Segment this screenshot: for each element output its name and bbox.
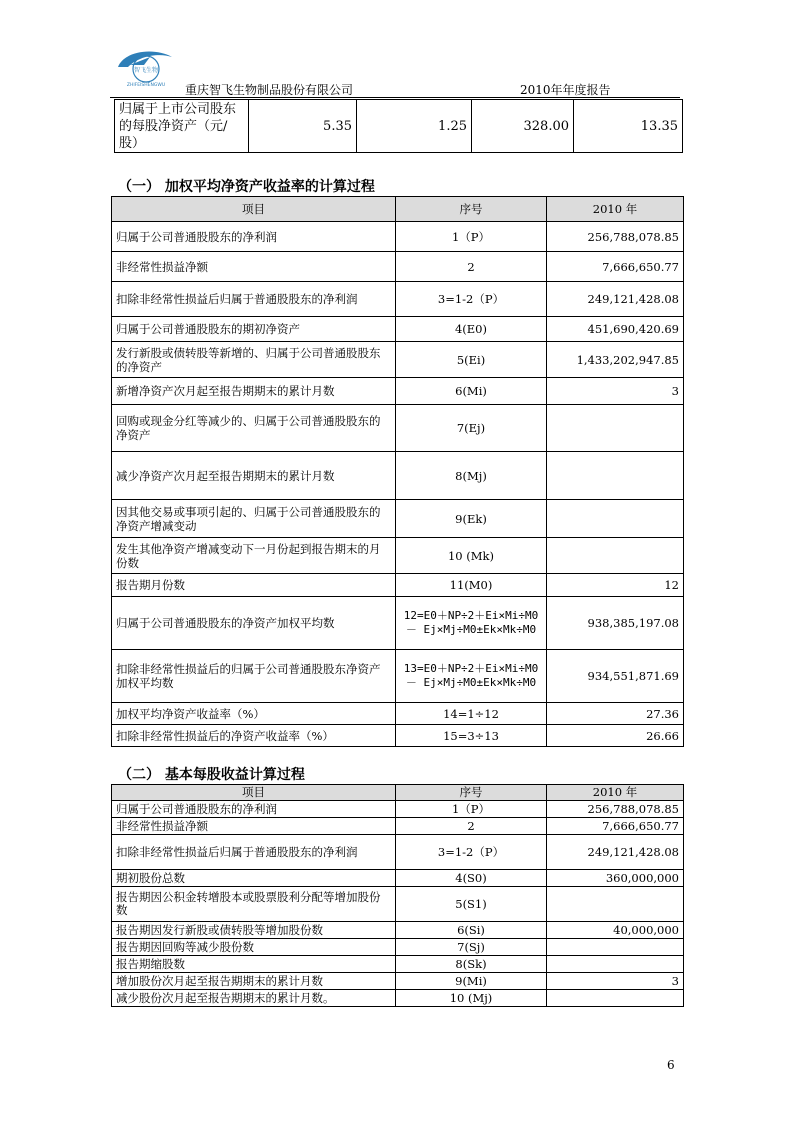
- row-item: 加权平均净资产收益率（%）: [112, 703, 396, 725]
- table-row: [112, 282, 684, 317]
- column-header: 2010 年: [547, 785, 684, 801]
- row-value: 249,121,428.08: [547, 282, 684, 317]
- row-item: 因其他交易或事项引起的、归属于公司普通股股东的净资产增减变动: [112, 500, 396, 538]
- column-header: 项目: [112, 785, 396, 801]
- row-item: 回购或现金分红等减少的、归属于公司普通股股东的净资产: [112, 405, 396, 452]
- roe-calculation-table: [111, 196, 684, 747]
- page-number: 6: [667, 1058, 675, 1072]
- company-logo: [110, 45, 182, 89]
- row-value: [547, 939, 684, 956]
- table-row: [112, 538, 684, 574]
- row-seq: 6(Mi): [396, 378, 547, 405]
- row-item: 发行新股或债转股等新增的、归属于公司普通股股东的净资产: [112, 342, 396, 378]
- row-seq: 10 (Mk): [396, 538, 547, 574]
- table-row: [112, 342, 684, 378]
- table-row: [112, 222, 684, 252]
- row-item: 归属于公司普通股股东的净利润: [112, 222, 396, 252]
- row-seq: 13=E0＋NP÷2＋Ei×Mi÷M0－ Ej×Mj÷M0±Ek×Mk÷M0: [396, 650, 547, 703]
- table-row: [112, 939, 684, 956]
- table-row: [112, 452, 684, 500]
- table-row: [112, 378, 684, 405]
- row-seq: 4(S0): [396, 870, 547, 887]
- row-seq: 12=E0＋NP÷2＋Ei×Mi÷M0－ Ej×Mj÷M0±Ek×Mk÷M0: [396, 597, 547, 650]
- row-label: 归属于上市公司股东的每股净资产（元/股）: [115, 100, 249, 153]
- table-row: [112, 973, 684, 990]
- table-row: [112, 887, 684, 922]
- section-title-eps: （二） 基本每股收益计算过程: [118, 767, 305, 783]
- table-row: [112, 597, 684, 650]
- row-seq: 5(S1): [396, 887, 547, 922]
- table-cell: 5.35: [249, 100, 357, 153]
- row-value: [547, 990, 684, 1007]
- row-item: 扣除非经常性损益后归属于普通股股东的净利润: [112, 835, 396, 870]
- row-value: [547, 538, 684, 574]
- table-row: [112, 990, 684, 1007]
- table-row: [115, 100, 683, 153]
- table-row: [112, 801, 684, 818]
- row-seq: 7(Sj): [396, 939, 547, 956]
- table-row: [112, 835, 684, 870]
- row-seq: 9(Mi): [396, 973, 547, 990]
- row-item: 期初股份总数: [112, 870, 396, 887]
- row-value: 934,551,871.69: [547, 650, 684, 703]
- table-header-row: [112, 197, 684, 222]
- table-row: [112, 818, 684, 835]
- table-row: [112, 500, 684, 538]
- row-value: 7,666,650.77: [547, 252, 684, 282]
- table-row: [112, 252, 684, 282]
- row-seq: 14=1÷12: [396, 703, 547, 725]
- row-value: 27.36: [547, 703, 684, 725]
- column-header: 序号: [396, 197, 547, 222]
- row-item: 新增净资产次月起至报告期期末的累计月数: [112, 378, 396, 405]
- table-row: [112, 405, 684, 452]
- row-value: 40,000,000: [547, 922, 684, 939]
- table-cell: 13.35: [574, 100, 683, 153]
- net-assets-per-share-table: [114, 99, 683, 153]
- row-item: 减少股份次月起至报告期期末的累计月数。: [112, 990, 396, 1007]
- row-seq: 3=1-2（P）: [396, 282, 547, 317]
- row-seq: 10 (Mj): [396, 990, 547, 1007]
- row-seq: 15=3÷13: [396, 725, 547, 747]
- table-header-row: [112, 785, 684, 801]
- section-title-roe: （一） 加权平均净资产收益率的计算过程: [118, 179, 375, 195]
- row-seq: 4(E0): [396, 317, 547, 342]
- row-item: 发生其他净资产增减变动下一月份起到报告期末的月份数: [112, 538, 396, 574]
- row-value: [547, 887, 684, 922]
- logo-text: 智飞生物: [133, 67, 159, 74]
- row-value: 256,788,078.85: [547, 222, 684, 252]
- column-header: 项目: [112, 197, 396, 222]
- row-seq: 6(Si): [396, 922, 547, 939]
- row-item: 扣除非经常性损益后的归属于公司普通股股东净资产加权平均数: [112, 650, 396, 703]
- row-value: 256,788,078.85: [547, 801, 684, 818]
- header-company-name: 重庆智飞生物制品股份有限公司: [185, 83, 354, 97]
- row-seq: 2: [396, 818, 547, 835]
- row-value: 451,690,420.69: [547, 317, 684, 342]
- table-row: [112, 870, 684, 887]
- table-row: [112, 574, 684, 597]
- row-value: [547, 500, 684, 538]
- row-item: 非经常性损益净额: [112, 252, 396, 282]
- row-item: 报告期因回购等减少股份数: [112, 939, 396, 956]
- row-item: 报告期因发行新股或债转股等增加股份数: [112, 922, 396, 939]
- row-item: 减少净资产次月起至报告期期末的累计月数: [112, 452, 396, 500]
- row-item: 增加股份次月起至报告期期末的累计月数: [112, 973, 396, 990]
- row-value: 360,000,000: [547, 870, 684, 887]
- row-seq: 8(Sk): [396, 956, 547, 973]
- row-seq: 8(Mj): [396, 452, 547, 500]
- row-value: 26.66: [547, 725, 684, 747]
- row-value: 3: [547, 973, 684, 990]
- row-item: 报告期缩股数: [112, 956, 396, 973]
- row-value: [547, 452, 684, 500]
- row-seq: 2: [396, 252, 547, 282]
- table-cell: 328.00: [472, 100, 574, 153]
- header-rule: [110, 97, 680, 98]
- column-header: 序号: [396, 785, 547, 801]
- table-row: [112, 703, 684, 725]
- table-row: [112, 922, 684, 939]
- row-seq: 3=1-2（P）: [396, 835, 547, 870]
- row-value: [547, 956, 684, 973]
- row-item: 非经常性损益净额: [112, 818, 396, 835]
- row-item: 归属于公司普通股股东的净利润: [112, 801, 396, 818]
- table-row: [112, 317, 684, 342]
- row-value: 249,121,428.08: [547, 835, 684, 870]
- row-item: 扣除非经常性损益后归属于普通股股东的净利润: [112, 282, 396, 317]
- row-item: 扣除非经常性损益后的净资产收益率（%）: [112, 725, 396, 747]
- table-row: [112, 650, 684, 703]
- header-report-title: 2010年年度报告: [520, 83, 611, 97]
- row-value: 12: [547, 574, 684, 597]
- row-value: 3: [547, 378, 684, 405]
- row-seq: 1（P）: [396, 801, 547, 818]
- row-seq: 7(Ej): [396, 405, 547, 452]
- row-item: 归属于公司普通股股东的期初净资产: [112, 317, 396, 342]
- row-item: 报告期因公积金转增股本或股票股利分配等增加股份数: [112, 887, 396, 922]
- row-value: 1,433,202,947.85: [547, 342, 684, 378]
- row-item: 归属于公司普通股股东的净资产加权平均数: [112, 597, 396, 650]
- row-value: 7,666,650.77: [547, 818, 684, 835]
- table-row: [112, 956, 684, 973]
- row-value: 938,385,197.08: [547, 597, 684, 650]
- row-value: [547, 405, 684, 452]
- table-row: [112, 725, 684, 747]
- row-seq: 11(M0): [396, 574, 547, 597]
- eps-calculation-table: [111, 784, 684, 1007]
- row-seq: 5(Ei): [396, 342, 547, 378]
- row-seq: 9(Ek): [396, 500, 547, 538]
- row-seq: 1（P）: [396, 222, 547, 252]
- logo-pinyin: ZHIFEISHENGWU: [126, 83, 166, 88]
- column-header: 2010 年: [547, 197, 684, 222]
- table-cell: 1.25: [357, 100, 472, 153]
- row-item: 报告期月份数: [112, 574, 396, 597]
